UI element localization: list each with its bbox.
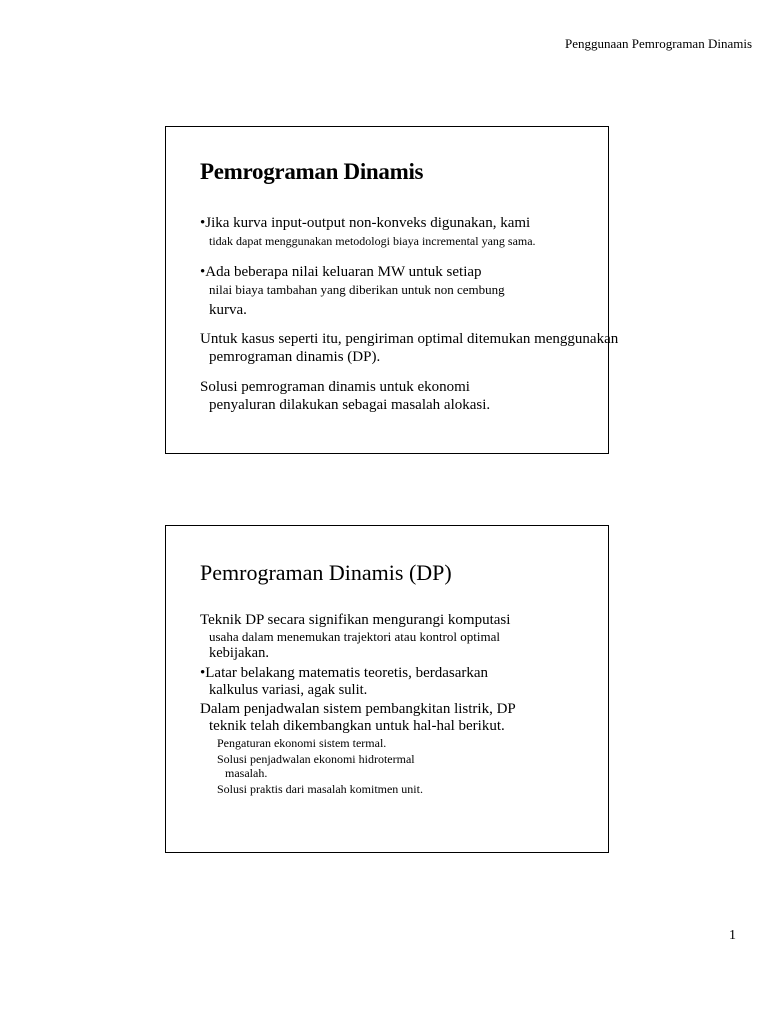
- slide-1-line: kurva.: [209, 302, 247, 318]
- slide-2-subline: Pengaturan ekonomi sistem termal.: [217, 736, 387, 750]
- slide-1: [165, 126, 619, 454]
- slide-1-line: penyaluran dilakukan sebagai masalah alokasi.: [209, 397, 491, 413]
- slide-1-line: tidak dapat menggunakan metodologi biaya incremental yang sama.: [209, 234, 536, 248]
- slide-1-line: •Jika kurva input-output non-konveks digunakan, kami: [200, 215, 531, 231]
- slide-2-line: teknik telah dikembangkan untuk hal-hal berikut.: [209, 718, 505, 734]
- slide-1-line: Solusi pemrograman dinamis untuk ekonomi: [200, 379, 470, 395]
- slide-2-subline: masalah.: [225, 766, 268, 780]
- slide-2-line: kalkulus variasi, agak sulit.: [209, 682, 368, 698]
- slide-2-line: Teknik DP secara signifikan mengurangi komputasi: [200, 612, 511, 628]
- slide-2-title: Pemrograman Dinamis (DP): [200, 560, 452, 585]
- slide-2-line: usaha dalam menemukan trajektori atau kontrol optimal: [209, 629, 500, 644]
- slide-2-subline: Solusi penjadwalan ekonomi hidrotermal: [217, 752, 415, 766]
- slide-2-line: Dalam penjadwalan sistem pembangkitan listrik, DP: [200, 701, 516, 717]
- slide-1-line: nilai biaya tambahan yang diberikan untuk non cembung: [209, 282, 505, 297]
- slide-2-line: •Latar belakang matematis teoretis, berdasarkan: [200, 665, 489, 681]
- slide-1-title: Pemrograman Dinamis: [200, 159, 424, 184]
- slide-1-line: •Ada beberapa nilai keluaran MW untuk setiap: [200, 264, 482, 280]
- slide-1-line: pemrograman dinamis (DP).: [209, 349, 381, 365]
- slide-2-subline: Solusi praktis dari masalah komitmen unit.: [217, 782, 423, 796]
- slide-2-line: kebijakan.: [209, 645, 269, 661]
- slide-2: [165, 525, 609, 853]
- page-number: 1: [729, 928, 736, 943]
- page-header-title: Penggunaan Pemrograman Dinamis: [564, 36, 752, 51]
- slide-1-line: Untuk kasus seperti itu, pengiriman optimal ditemukan menggunakan: [200, 331, 619, 347]
